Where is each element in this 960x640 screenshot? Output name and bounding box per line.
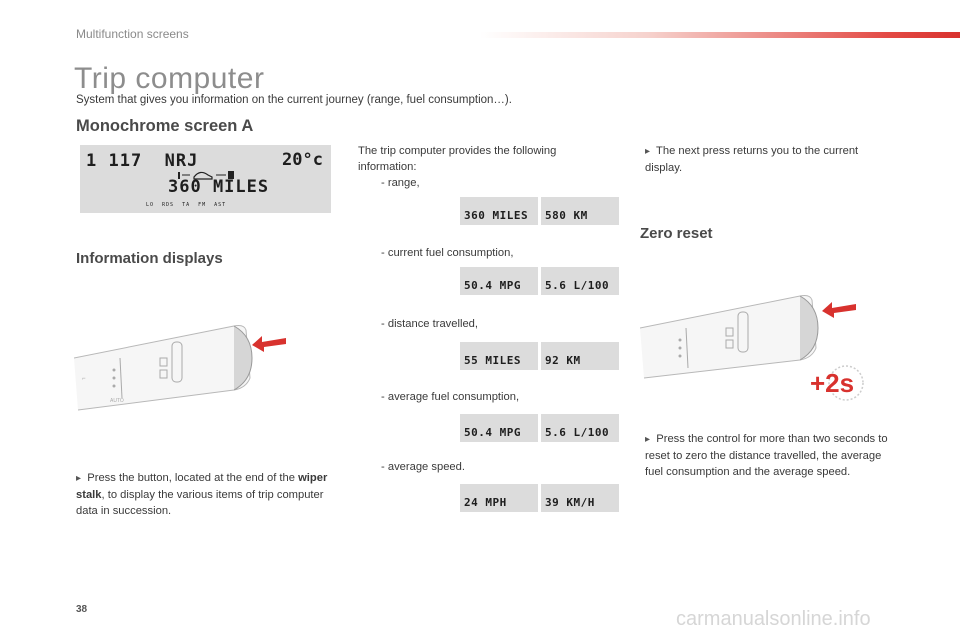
heading-zero-reset: Zero reset [640,225,713,242]
item-label-distance: - distance travelled, [381,318,479,330]
lcd-range-km: 580 KM [541,197,619,225]
section-label: Multifunction screens [76,27,189,41]
lcd-distance-km: 92 KM [541,342,619,370]
item-label-average-speed: - average speed. [381,461,465,473]
lcd-average-l100: 5.6 L/100 [541,414,619,442]
svg-text:⌐: ⌐ [82,376,86,382]
header-gradient-bar [480,32,960,38]
lcd-distance-miles: 55 MILES [460,342,538,370]
monochrome-lcd-display [80,145,331,213]
lcd-speed-mph: 24 MPH [460,484,538,512]
red-arrow-icon [252,332,288,354]
svg-text:AUTO: AUTO [110,398,124,404]
bullet-icon: ▸ [645,146,651,157]
lcd-current-l100: 5.6 L/100 [541,267,619,295]
two-second-text: +2s [810,368,855,398]
item-label-current-fuel: - current fuel consumption, [381,247,514,259]
middle-intro: The trip computer provides the following information: [358,145,557,173]
heading-monochrome-screen: Monochrome screen A [76,117,254,135]
lcd-current-mpg: 50.4 MPG [460,267,538,295]
lcd-range: 360 MILES [168,177,270,197]
lcd-temperature: 20°c [282,150,323,170]
lcd-average-mpg: 50.4 MPG [460,414,538,442]
intro-text: System that gives you information on the current journey (range, fuel consumption…). [76,94,512,106]
next-press-text: ▸ The next press returns you to the current display. [645,145,859,174]
heading-information-displays: Information displays [76,250,223,267]
reset-instruction: ▸ Press the control for more than two seconds to reset to zero the distance travelled, the average fuel consumption and the average speed. [645,433,888,478]
two-second-badge [808,362,864,404]
red-arrow-icon [822,298,858,320]
page-number: 38 [76,604,88,615]
wiper-stalk-reset-illustration [640,290,830,385]
item-label-average-fuel: - average fuel consumption, [381,391,520,403]
lcd-indicators: LO RDS TA FM AST [146,202,227,208]
press-button-instruction: ▸ Press the button, located at the end of the wiper stalk, to display the various items of trip computer data in succession. [76,472,328,517]
item-label-range: - range, [381,177,420,189]
lcd-range-miles: 360 MILES [460,197,538,225]
lcd-time-station: 1 117 NRJ [86,151,199,171]
bullet-icon: ▸ [645,434,651,445]
lcd-speed-kmh: 39 KM/H [541,484,619,512]
page-title: Trip computer [74,62,265,95]
watermark: carmanualsonline.info [676,608,871,630]
bullet-icon: ▸ [76,473,82,484]
